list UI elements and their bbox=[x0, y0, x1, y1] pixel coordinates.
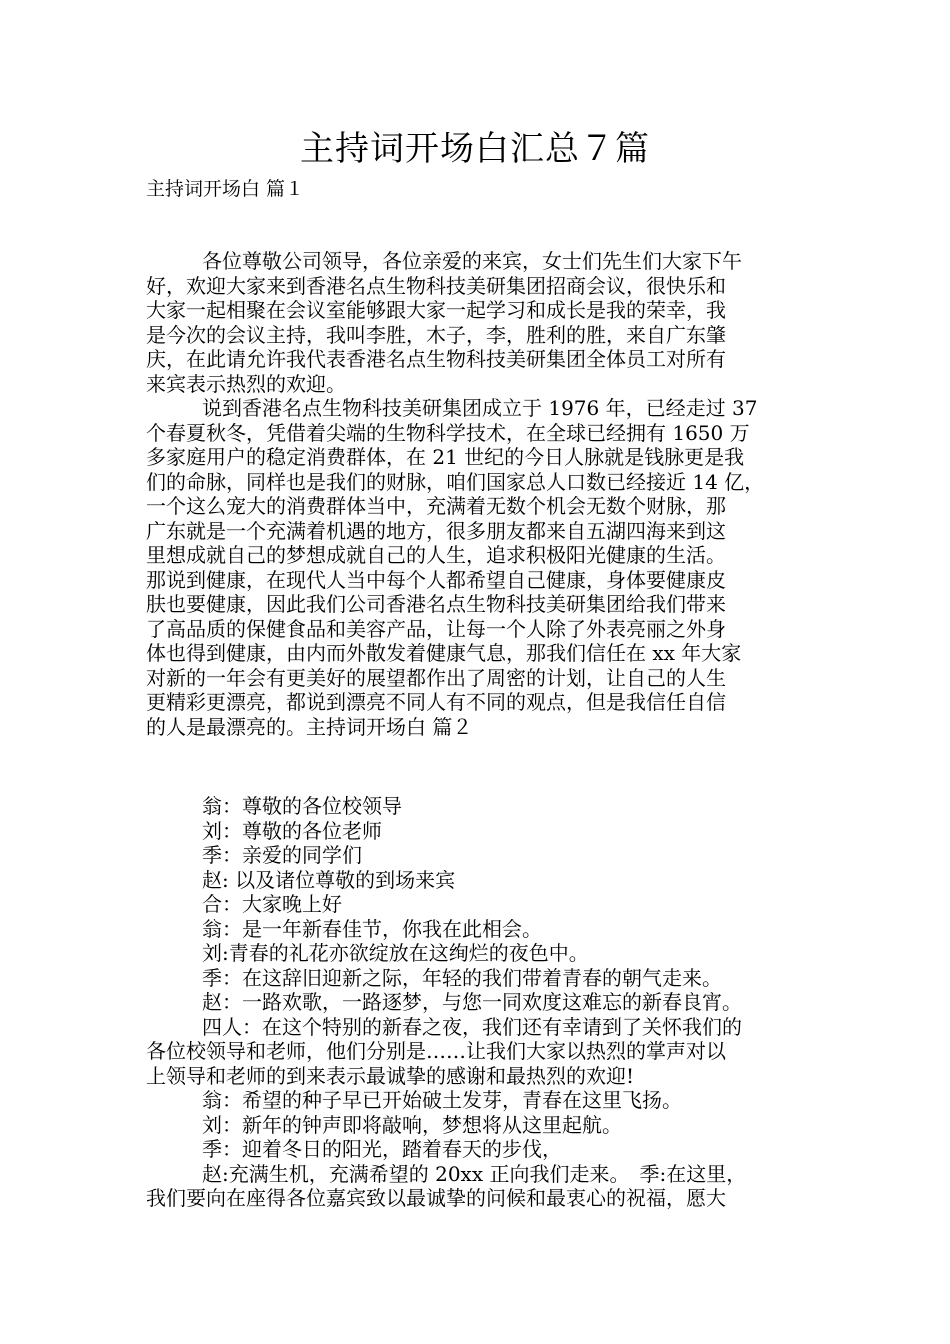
dialogue-line: 刘：新年的钟声即将敲响，梦想将从这里起航。 bbox=[202, 1112, 622, 1137]
dialogue-line: 季：在这辞旧迎新之际，年轻的我们带着青春的朝气走来。 bbox=[202, 965, 722, 990]
dialogue-line: 赵：一路欢歌，一路逐梦，与您一同欢度这难忘的新春良宵。 bbox=[202, 990, 742, 1014]
dialogue-line: 刘:青春的礼花亦欲绽放在这绚烂的夜色中。 bbox=[202, 941, 589, 965]
paragraph-line: 一个这么宠大的消费群体当中，充满着无数个机会无数个财脉，那 bbox=[146, 494, 726, 518]
dialogue-line: 季：迎着冬日的阳光，踏着春天的步伐， bbox=[202, 1137, 562, 1161]
document-title: 主持词开场白汇总７篇 bbox=[300, 129, 650, 169]
paragraph-line: 是今次的会议主持，我叫李胜，木子，李，胜利的胜，来自广东肇 bbox=[146, 322, 726, 347]
section-1-body bbox=[146, 249, 826, 739]
dialogue-line: 翁：尊敬的各位校领导 bbox=[202, 794, 402, 818]
dialogue-line: 季：亲爱的同学们 bbox=[202, 843, 362, 867]
paragraph-line: 对新的一年会有更美好的展望都作出了周密的计划，让自己的人生 bbox=[146, 665, 726, 690]
paragraph-line: 的人是最漂亮的。主持词开场白 篇２ bbox=[146, 714, 473, 739]
dialogue-line: 上领导和老师的到来表示最诚挚的感谢和最热烈的欢迎! bbox=[146, 1063, 635, 1088]
dialogue-line: 合：大家晚上好 bbox=[202, 892, 342, 916]
dialogue-line: 四人：在这个特别的新春之夜，我们还有幸请到了关怀我们的 bbox=[202, 1014, 742, 1039]
dialogue-line: 各位校领导和老师，他们分别是……让我们大家以热烈的掌声对以 bbox=[146, 1039, 726, 1063]
dialogue-line: 翁：是一年新春佳节，你我在此相会。 bbox=[202, 916, 542, 941]
paragraph-line: 那说到健康，在现代人当中每个人都希望自己健康，身体要健康皮 bbox=[146, 567, 726, 592]
paragraph-line: 广东就是一个充满着机遇的地方，很多朋友都来自五湖四海来到这 bbox=[146, 518, 726, 543]
paragraph-line: 好，欢迎大家来到香港名点生物科技美研集团招商会议，很快乐和 bbox=[146, 273, 726, 298]
paragraph-line: 说到香港名点生物科技美研集团成立于 1976 年，已经走过 37 bbox=[202, 396, 758, 420]
paragraph-line: 更精彩更漂亮，都说到漂亮不同人有不同的观点，但是我信任自信 bbox=[146, 690, 726, 714]
paragraph-line: 大家一起相聚在会议室能够跟大家一起学习和成长是我的荣幸，我 bbox=[146, 298, 726, 322]
dialogue-line: 赵: 以及诸位尊敬的到场来宾 bbox=[202, 867, 456, 892]
dialogue-line: 我们要向在座得各位嘉宾致以最诚挚的问候和最衷心的祝福，愿大 bbox=[146, 1186, 726, 1210]
section-heading: 主持词开场白 篇１ bbox=[146, 178, 305, 200]
paragraph-line: 个春夏秋冬，凭借着尖端的生物科学技术，在全球已经拥有 1650 万 bbox=[146, 420, 750, 445]
paragraph-line: 体也得到健康，由内而外散发着健康气息，那我们信任在 xx 年大家 bbox=[146, 641, 742, 665]
dialogue-line: 刘：尊敬的各位老师 bbox=[202, 818, 382, 843]
paragraph-line: 各位尊敬公司领导，各位亲爱的来宾，女士们先生们大家下午 bbox=[202, 249, 742, 273]
paragraph-line: 庆，在此请允许我代表香港名点生物科技美研集团全体员工对所有 bbox=[146, 347, 726, 371]
paragraph-line: 里想成就自己的梦想成就自己的人生，追求积极阳光健康的生活。 bbox=[146, 543, 726, 567]
paragraph-line: 多家庭用户的稳定消费群体，在 21 世纪的今日人脉就是钱脉更是我 bbox=[146, 445, 745, 469]
section-2-body bbox=[146, 794, 826, 1211]
paragraph-line: 们的命脉，同样也是我们的财脉，咱们国家总人口数已经接近 14 亿， bbox=[146, 469, 765, 494]
paragraph-line: 来宾表示热烈的欢迎。 bbox=[146, 371, 346, 396]
dialogue-line: 翁：希望的种子早已开始破土发芽，青春在这里飞扬。 bbox=[202, 1088, 682, 1112]
paragraph-line: 了高品质的保健食品和美容产品，让每一个人除了外表亮丽之外身 bbox=[146, 616, 726, 641]
dialogue-line: 赵:充满生机，充满希望的 20xx 正向我们走来。 季:在这里， bbox=[202, 1161, 747, 1186]
paragraph-line: 肤也要健康，因此我们公司香港名点生物科技美研集团给我们带来 bbox=[146, 592, 726, 616]
